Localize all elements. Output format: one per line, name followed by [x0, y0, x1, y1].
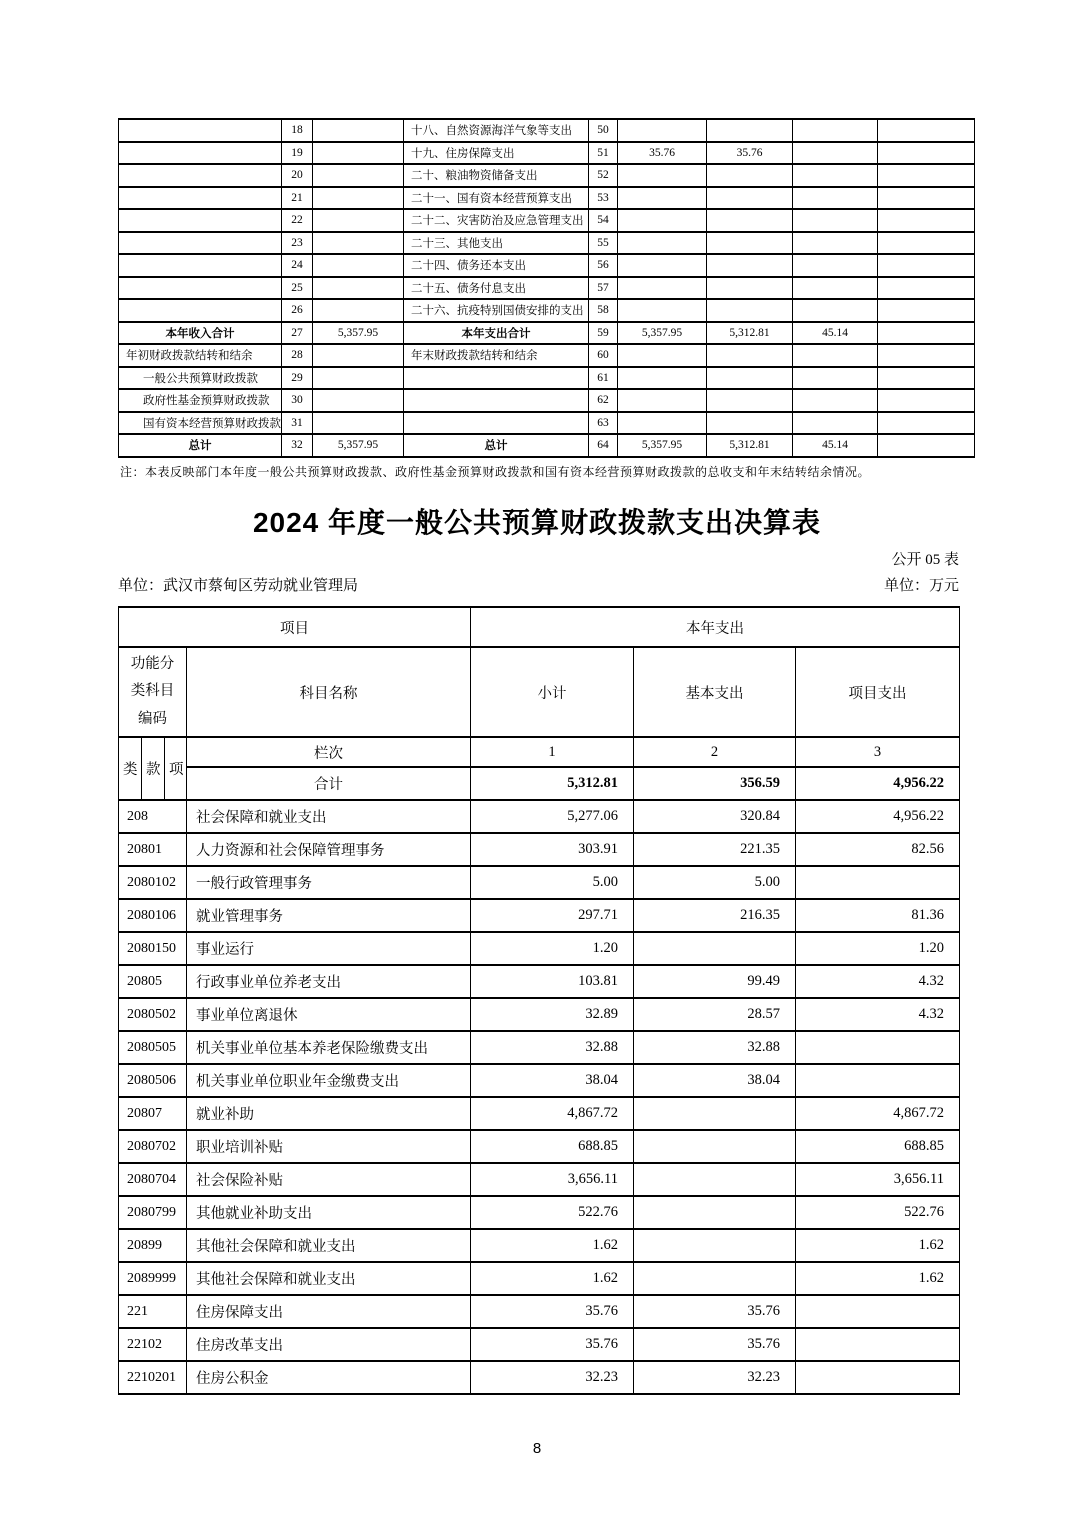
function-code-cell: 22102: [119, 1328, 187, 1361]
project-expenditure-cell: [796, 1361, 960, 1394]
total-project: 4,956.22: [796, 767, 960, 800]
expenditure-amount-cell: [793, 232, 878, 255]
income-item-cell: [119, 232, 282, 255]
project-expenditure-cell: 81.36: [796, 899, 960, 932]
subtotal-cell: 522.76: [471, 1196, 634, 1229]
table-row: [119, 412, 975, 435]
row-number-cell: 27: [282, 322, 313, 345]
row-number-cell: 51: [589, 142, 618, 165]
header-code-line2: 类科目: [130, 683, 175, 700]
function-code-cell: 20805: [119, 965, 187, 998]
table-row: [119, 1196, 960, 1229]
expenditure-item-cell: 二十一、国有资本经营预算支出: [404, 187, 589, 210]
expenditure-amount-cell: [618, 187, 707, 210]
subject-name-cell: 社会保障和就业支出: [187, 800, 471, 833]
row-number-cell: 18: [282, 119, 313, 142]
table-row: [119, 899, 960, 932]
expenditure-amount-cell: [618, 344, 707, 367]
expenditure-amount-cell: 5,357.95: [618, 434, 707, 457]
subject-name-cell: 其他社会保障和就业支出: [187, 1262, 471, 1295]
subject-name-cell: 住房改革支出: [187, 1328, 471, 1361]
header-subtotal: 小计: [471, 647, 634, 737]
expenditure-amount-cell: [878, 164, 975, 187]
expenditure-amount-cell: [707, 119, 793, 142]
income-amount-cell: [313, 164, 404, 187]
expenditure-item-cell: 二十二、灾害防治及应急管理支出: [404, 209, 589, 232]
expenditure-item-cell: 十八、自然资源海洋气象等支出: [404, 119, 589, 142]
table-row: [119, 1262, 960, 1295]
project-expenditure-cell: 4.32: [796, 998, 960, 1031]
subject-name-cell: 其他就业补助支出: [187, 1196, 471, 1229]
expenditure-amount-cell: [707, 299, 793, 322]
subject-name-cell: 一般行政管理事务: [187, 866, 471, 899]
table-row: [119, 800, 960, 833]
row-number-cell: 59: [589, 322, 618, 345]
project-expenditure-cell: 4,867.72: [796, 1097, 960, 1130]
expenditure-amount-cell: [707, 277, 793, 300]
project-expenditure-cell: 4.32: [796, 965, 960, 998]
subject-name-cell: 其他社会保障和就业支出: [187, 1229, 471, 1262]
header-column-index-label: 栏次: [187, 737, 471, 767]
income-item-cell: [119, 209, 282, 232]
basic-expenditure-cell: 35.76: [634, 1328, 796, 1361]
table-row: [119, 965, 960, 998]
expenditure-amount-cell: [618, 277, 707, 300]
expenditure-amount-cell: [878, 299, 975, 322]
basic-expenditure-cell: 35.76: [634, 1295, 796, 1328]
expenditure-amount-cell: [878, 187, 975, 210]
income-item-cell: 本年收入合计: [119, 322, 282, 345]
subject-name-cell: 职业培训补贴: [187, 1130, 471, 1163]
row-number-cell: 61: [589, 367, 618, 390]
function-code-cell: 2210201: [119, 1361, 187, 1394]
total-label: 合计: [187, 767, 471, 800]
subject-name-cell: 事业单位离退休: [187, 998, 471, 1031]
subject-name-cell: 就业补助: [187, 1097, 471, 1130]
income-amount-cell: [313, 299, 404, 322]
project-expenditure-cell: 1.62: [796, 1229, 960, 1262]
header-project: 项目: [119, 607, 471, 647]
basic-expenditure-cell: 28.57: [634, 998, 796, 1031]
basic-expenditure-cell: 32.88: [634, 1031, 796, 1064]
expenditure-item-cell: 二十六、抗疫特别国债安排的支出: [404, 299, 589, 322]
project-expenditure-cell: [796, 866, 960, 899]
subtotal-cell: 3,656.11: [471, 1163, 634, 1196]
row-number-cell: 52: [589, 164, 618, 187]
subtotal-cell: 35.76: [471, 1328, 634, 1361]
expenditure-amount-cell: [878, 119, 975, 142]
expenditure-amount-cell: [793, 164, 878, 187]
expenditure-amount-cell: [618, 299, 707, 322]
expenditure-amount-cell: [793, 142, 878, 165]
expenditure-amount-cell: [878, 322, 975, 345]
header-function-code: [119, 647, 187, 737]
function-code-cell: 20807: [119, 1097, 187, 1130]
row-number-cell: 21: [282, 187, 313, 210]
basic-expenditure-cell: [634, 1130, 796, 1163]
table-row: [119, 1097, 960, 1130]
table-row: [119, 1163, 960, 1196]
income-amount-cell: [313, 119, 404, 142]
expenditure-amount-cell: 5,312.81: [707, 434, 793, 457]
income-amount-cell: 5,357.95: [313, 322, 404, 345]
expenditure-amount-cell: 45.14: [793, 434, 878, 457]
expenditure-amount-cell: [793, 344, 878, 367]
total-basic: 356.59: [634, 767, 796, 800]
row-number-cell: 50: [589, 119, 618, 142]
table-row: [119, 232, 975, 255]
function-code-cell: 2080704: [119, 1163, 187, 1196]
expenditure-amount-cell: [793, 209, 878, 232]
table-note: 注：本表反映部门本年度一般公共预算财政拨款、政府性基金预算财政拨款和国有资本经营预算财政拨款的总收支和年末结转结余情况。: [120, 465, 871, 479]
basic-expenditure-cell: 216.35: [634, 899, 796, 932]
expenditure-item-cell: [404, 412, 589, 435]
function-code-cell: 208: [119, 800, 187, 833]
expenditure-amount-cell: [793, 367, 878, 390]
function-code-cell: 20801: [119, 833, 187, 866]
header-class: 类: [119, 737, 142, 800]
income-amount-cell: [313, 254, 404, 277]
table-row: [119, 998, 960, 1031]
expenditure-amount-cell: [707, 254, 793, 277]
row-number-cell: 62: [589, 389, 618, 412]
total-subtotal: 5,312.81: [471, 767, 634, 800]
function-code-cell: 20899: [119, 1229, 187, 1262]
subtotal-cell: 32.88: [471, 1031, 634, 1064]
expenditure-item-cell: [404, 389, 589, 412]
subtotal-cell: 688.85: [471, 1130, 634, 1163]
income-amount-cell: [313, 142, 404, 165]
unit-row: [118, 574, 959, 595]
expenditure-item-cell: 十九、住房保障支出: [404, 142, 589, 165]
project-expenditure-cell: 82.56: [796, 833, 960, 866]
basic-expenditure-cell: 5.00: [634, 866, 796, 899]
expenditure-amount-cell: [878, 412, 975, 435]
income-item-cell: [119, 164, 282, 187]
row-number-cell: 19: [282, 142, 313, 165]
table-row: [119, 434, 975, 457]
header-basic-expenditure: 基本支出: [634, 647, 796, 737]
header-section: 款: [142, 737, 165, 800]
project-expenditure-cell: 3,656.11: [796, 1163, 960, 1196]
table-row: [119, 209, 975, 232]
expenditure-amount-cell: [707, 389, 793, 412]
expenditure-amount-cell: [707, 344, 793, 367]
expenditure-item-cell: 二十四、债务还本支出: [404, 254, 589, 277]
row-number-cell: 31: [282, 412, 313, 435]
income-item-cell: 一般公共预算财政拨款: [119, 367, 282, 390]
expenditure-item-cell: 二十五、债务付息支出: [404, 277, 589, 300]
income-item-cell: [119, 254, 282, 277]
expenditure-amount-cell: [618, 164, 707, 187]
income-item-cell: [119, 119, 282, 142]
expenditure-item-cell: [404, 367, 589, 390]
basic-expenditure-cell: 320.84: [634, 800, 796, 833]
subject-name-cell: 就业管理事务: [187, 899, 471, 932]
row-number-cell: 53: [589, 187, 618, 210]
unit-name: 单位：武汉市蔡甸区劳动就业管理局: [118, 578, 359, 594]
function-code-cell: 2080150: [119, 932, 187, 965]
expenditure-amount-cell: [707, 187, 793, 210]
row-number-cell: 29: [282, 367, 313, 390]
subject-name-cell: 机关事业单位职业年金缴费支出: [187, 1064, 471, 1097]
header-project-expenditure: 项目支出: [796, 647, 960, 737]
row-number-cell: 25: [282, 277, 313, 300]
expenditure-amount-cell: [618, 254, 707, 277]
income-amount-cell: [313, 232, 404, 255]
expenditure-item-cell: 二十三、其他支出: [404, 232, 589, 255]
header-column-3: 3: [796, 737, 960, 767]
subtotal-cell: 38.04: [471, 1064, 634, 1097]
table-row: [119, 119, 975, 142]
table-row: [119, 1130, 960, 1163]
expenditure-amount-cell: [793, 119, 878, 142]
header-row-group: [119, 607, 960, 647]
project-expenditure-cell: [796, 1328, 960, 1361]
income-amount-cell: [313, 389, 404, 412]
subtotal-cell: 4,867.72: [471, 1097, 634, 1130]
table-row: [119, 142, 975, 165]
expenditure-amount-cell: [618, 209, 707, 232]
table-row: [119, 164, 975, 187]
function-code-cell: 2080502: [119, 998, 187, 1031]
expenditure-amount-cell: [707, 367, 793, 390]
header-code-line1: 功能分: [130, 655, 175, 672]
expenditure-amount-cell: [618, 412, 707, 435]
table-row: [119, 277, 975, 300]
subtotal-cell: 1.62: [471, 1262, 634, 1295]
table-row: [119, 1361, 960, 1394]
expenditure-item-cell: 二十、粮油物资储备支出: [404, 164, 589, 187]
subtotal-cell: 1.62: [471, 1229, 634, 1262]
subject-name-cell: 人力资源和社会保障管理事务: [187, 833, 471, 866]
expenditure-amount-cell: [618, 367, 707, 390]
basic-expenditure-cell: [634, 1163, 796, 1196]
expenditure-amount-cell: [878, 254, 975, 277]
table-row: [119, 1295, 960, 1328]
row-number-cell: 28: [282, 344, 313, 367]
expenditure-item-cell: 年末财政拨款结转和结余: [404, 344, 589, 367]
table-row: [119, 187, 975, 210]
row-number-cell: 23: [282, 232, 313, 255]
income-item-cell: [119, 299, 282, 322]
header-subject-name: 科目名称: [187, 647, 471, 737]
income-item-cell: 国有资本经营预算财政拨款: [119, 412, 282, 435]
table-row: [119, 1328, 960, 1361]
row-number-cell: 24: [282, 254, 313, 277]
table-row: [119, 344, 975, 367]
project-expenditure-cell: [796, 1295, 960, 1328]
project-expenditure-cell: 688.85: [796, 1130, 960, 1163]
table-row: [119, 866, 960, 899]
basic-expenditure-cell: [634, 932, 796, 965]
function-code-cell: 2080102: [119, 866, 187, 899]
expenditure-amount-cell: [878, 367, 975, 390]
function-code-cell: 2080106: [119, 899, 187, 932]
expenditure-amount-cell: [793, 187, 878, 210]
income-item-cell: [119, 277, 282, 300]
function-code-cell: 2080702: [119, 1130, 187, 1163]
row-number-cell: 60: [589, 344, 618, 367]
expenditure-amount-cell: [793, 299, 878, 322]
subject-name-cell: 住房公积金: [187, 1361, 471, 1394]
row-number-cell: 26: [282, 299, 313, 322]
basic-expenditure-cell: 32.23: [634, 1361, 796, 1394]
table-row: [119, 1031, 960, 1064]
expenditure-amount-cell: [707, 232, 793, 255]
income-amount-cell: [313, 187, 404, 210]
table-row: [119, 833, 960, 866]
expenditure-table: [118, 606, 960, 1395]
expenditure-amount-cell: [878, 232, 975, 255]
row-number-cell: 30: [282, 389, 313, 412]
table-row: [119, 254, 975, 277]
expenditure-item-cell: 总计: [404, 434, 589, 457]
subject-name-cell: 事业运行: [187, 932, 471, 965]
project-expenditure-cell: 4,956.22: [796, 800, 960, 833]
subtotal-cell: 5.00: [471, 866, 634, 899]
project-expenditure-cell: [796, 1031, 960, 1064]
row-number-cell: 22: [282, 209, 313, 232]
budget-summary-continuation-table: [118, 118, 975, 458]
basic-expenditure-cell: 221.35: [634, 833, 796, 866]
public-table-code: 公开 05 表: [891, 552, 959, 568]
subtotal-cell: 5,277.06: [471, 800, 634, 833]
row-number-cell: 63: [589, 412, 618, 435]
function-code-cell: 2080799: [119, 1196, 187, 1229]
income-item-cell: 政府性基金预算财政拨款: [119, 389, 282, 412]
subtotal-cell: 32.23: [471, 1361, 634, 1394]
expenditure-amount-cell: 5,312.81: [707, 322, 793, 345]
unit-measure: 单位：万元: [883, 578, 959, 594]
table-row: [119, 299, 975, 322]
income-amount-cell: [313, 412, 404, 435]
income-amount-cell: [313, 344, 404, 367]
expenditure-amount-cell: [793, 277, 878, 300]
subtotal-cell: 1.20: [471, 932, 634, 965]
row-number-cell: 55: [589, 232, 618, 255]
table-row: [119, 389, 975, 412]
income-amount-cell: [313, 209, 404, 232]
table-row: [119, 1064, 960, 1097]
subtotal-cell: 297.71: [471, 899, 634, 932]
income-item-cell: [119, 142, 282, 165]
expenditure-amount-cell: [878, 142, 975, 165]
expenditure-amount-cell: [618, 119, 707, 142]
subject-name-cell: 住房保障支出: [187, 1295, 471, 1328]
header-column-1: 1: [471, 737, 634, 767]
row-number-cell: 20: [282, 164, 313, 187]
table-row: [119, 932, 960, 965]
row-number-cell: 58: [589, 299, 618, 322]
row-number-cell: 54: [589, 209, 618, 232]
row-number-cell: 32: [282, 434, 313, 457]
continuation-table-body: [119, 119, 975, 457]
header-code-line3: 编码: [138, 710, 167, 727]
basic-expenditure-cell: [634, 1229, 796, 1262]
subject-name-cell: 机关事业单位基本养老保险缴费支出: [187, 1031, 471, 1064]
expenditure-amount-cell: [707, 164, 793, 187]
expenditure-amount-cell: [878, 344, 975, 367]
report-title: 2024 年度一般公共预算财政拨款支出决算表: [252, 507, 822, 538]
table-row: [119, 367, 975, 390]
expenditure-amount-cell: [618, 232, 707, 255]
subtotal-cell: 103.81: [471, 965, 634, 998]
expenditure-amount-cell: [793, 389, 878, 412]
income-amount-cell: [313, 277, 404, 300]
income-item-cell: 总计: [119, 434, 282, 457]
header-row-index: [119, 737, 960, 767]
project-expenditure-cell: 522.76: [796, 1196, 960, 1229]
project-expenditure-cell: 1.62: [796, 1262, 960, 1295]
expenditure-amount-cell: [878, 389, 975, 412]
expenditure-item-cell: 本年支出合计: [404, 322, 589, 345]
function-code-cell: 2080506: [119, 1064, 187, 1097]
subtotal-cell: 303.91: [471, 833, 634, 866]
subject-name-cell: 行政事业单位养老支出: [187, 965, 471, 998]
function-code-cell: 2080505: [119, 1031, 187, 1064]
basic-expenditure-cell: 99.49: [634, 965, 796, 998]
expenditure-amount-cell: [618, 389, 707, 412]
expenditure-amount-cell: [793, 412, 878, 435]
expenditure-amount-cell: [793, 254, 878, 277]
subtotal-cell: 32.89: [471, 998, 634, 1031]
table-row: [119, 1229, 960, 1262]
row-number-cell: 57: [589, 277, 618, 300]
expenditure-table-body: [119, 800, 960, 1394]
project-expenditure-cell: [796, 1064, 960, 1097]
expenditure-amount-cell: [878, 434, 975, 457]
basic-expenditure-cell: [634, 1262, 796, 1295]
function-code-cell: 2089999: [119, 1262, 187, 1295]
subject-name-cell: 社会保险补贴: [187, 1163, 471, 1196]
expenditure-amount-cell: [878, 277, 975, 300]
expenditure-amount-cell: [707, 412, 793, 435]
function-code-cell: 221: [119, 1295, 187, 1328]
expenditure-amount-cell: 35.76: [707, 142, 793, 165]
header-item: 项: [165, 737, 187, 800]
basic-expenditure-cell: 38.04: [634, 1064, 796, 1097]
row-number-cell: 56: [589, 254, 618, 277]
table-row: [119, 322, 975, 345]
expenditure-amount-cell: [707, 209, 793, 232]
header-column-2: 2: [634, 737, 796, 767]
income-amount-cell: 5,357.95: [313, 434, 404, 457]
expenditure-amount-cell: 5,357.95: [618, 322, 707, 345]
total-row: [119, 767, 960, 800]
expenditure-amount-cell: [878, 209, 975, 232]
expenditure-amount-cell: 45.14: [793, 322, 878, 345]
expenditure-amount-cell: 35.76: [618, 142, 707, 165]
income-amount-cell: [313, 367, 404, 390]
header-row-columns: [119, 647, 960, 737]
subtotal-cell: 35.76: [471, 1295, 634, 1328]
income-item-cell: 年初财政拨款结转和结余: [119, 344, 282, 367]
page-number: 8: [532, 1440, 542, 1457]
income-item-cell: [119, 187, 282, 210]
basic-expenditure-cell: [634, 1196, 796, 1229]
row-number-cell: 64: [589, 434, 618, 457]
header-year-expenditure: 本年支出: [471, 607, 960, 647]
basic-expenditure-cell: [634, 1097, 796, 1130]
project-expenditure-cell: 1.20: [796, 932, 960, 965]
